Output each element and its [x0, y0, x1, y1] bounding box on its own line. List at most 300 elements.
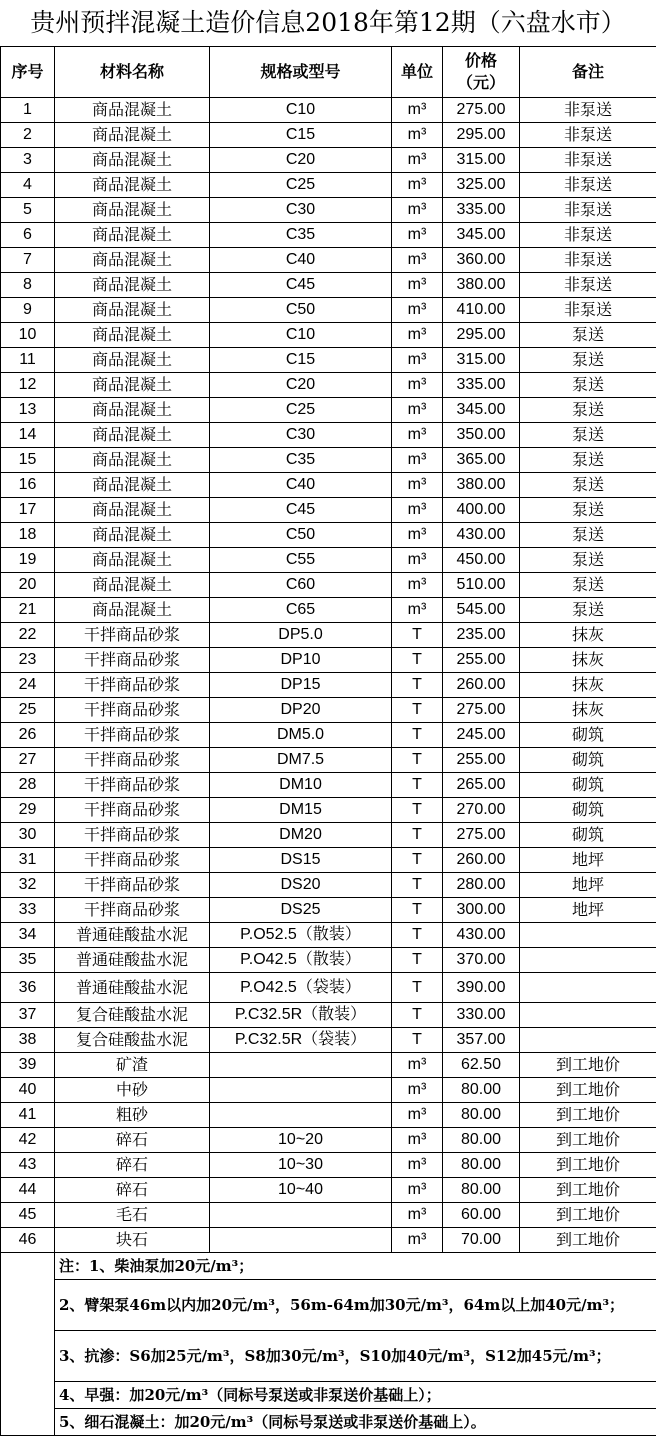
cell-price: 275.00	[443, 698, 520, 723]
cell-name: 普通硅酸盐水泥	[55, 973, 210, 1003]
cell-price: 280.00	[443, 873, 520, 898]
cell-price: 235.00	[443, 623, 520, 648]
cell-no: 12	[1, 373, 55, 398]
cell-spec: C45	[210, 498, 392, 523]
cell-unit: m³	[392, 98, 443, 123]
cell-name: 碎石	[55, 1128, 210, 1153]
table-row	[1, 848, 656, 873]
cell-name: 干拌商品砂浆	[55, 673, 210, 698]
cell-note	[520, 973, 656, 1003]
cell-no: 45	[1, 1203, 55, 1228]
cell-no: 25	[1, 698, 55, 723]
cell-spec: DP15	[210, 673, 392, 698]
cell-name: 干拌商品砂浆	[55, 823, 210, 848]
cell-note: 到工地价	[520, 1153, 656, 1178]
cell-note: 砌筑	[520, 723, 656, 748]
table-row	[1, 873, 656, 898]
cell-name: 干拌商品砂浆	[55, 873, 210, 898]
cell-no: 26	[1, 723, 55, 748]
cell-name: 商品混凝土	[55, 448, 210, 473]
cell-note: 砌筑	[520, 773, 656, 798]
cell-price: 430.00	[443, 923, 520, 948]
cell-note: 非泵送	[520, 223, 656, 248]
cell-price: 260.00	[443, 848, 520, 873]
cell-no: 41	[1, 1103, 55, 1128]
note-text: 注：1、柴油泵加20元/m³；	[55, 1253, 656, 1280]
cell-spec: DS25	[210, 898, 392, 923]
cell-no: 19	[1, 548, 55, 573]
cell-spec	[210, 1078, 392, 1103]
cell-name: 碎石	[55, 1178, 210, 1203]
cell-note: 抹灰	[520, 623, 656, 648]
cell-spec: DP10	[210, 648, 392, 673]
table-row	[1, 823, 656, 848]
cell-spec	[210, 1053, 392, 1078]
cell-name: 普通硅酸盐水泥	[55, 923, 210, 948]
cell-spec: C15	[210, 348, 392, 373]
cell-price: 450.00	[443, 548, 520, 573]
cell-spec: P.C32.5R（袋装）	[210, 1028, 392, 1053]
table-row	[1, 548, 656, 573]
cell-name: 复合硅酸盐水泥	[55, 1028, 210, 1053]
cell-unit: T	[392, 873, 443, 898]
cell-no: 35	[1, 948, 55, 973]
table-row	[1, 598, 656, 623]
cell-unit: T	[392, 673, 443, 698]
cell-spec: C50	[210, 298, 392, 323]
cell-name: 块石	[55, 1228, 210, 1253]
cell-note: 砌筑	[520, 748, 656, 773]
cell-unit: m³	[392, 398, 443, 423]
cell-name: 商品混凝土	[55, 98, 210, 123]
cell-no: 4	[1, 173, 55, 198]
cell-note: 抹灰	[520, 648, 656, 673]
table-row	[1, 198, 656, 223]
cell-spec: C25	[210, 398, 392, 423]
cell-price: 275.00	[443, 823, 520, 848]
table-row	[1, 798, 656, 823]
cell-unit: T	[392, 898, 443, 923]
cell-no: 31	[1, 848, 55, 873]
cell-spec	[210, 1203, 392, 1228]
cell-name: 干拌商品砂浆	[55, 898, 210, 923]
cell-spec: DM10	[210, 773, 392, 798]
cell-unit: m³	[392, 323, 443, 348]
cell-note	[520, 1028, 656, 1053]
cell-note: 地坪	[520, 873, 656, 898]
cell-price: 80.00	[443, 1103, 520, 1128]
cell-price: 410.00	[443, 298, 520, 323]
cell-unit: m³	[392, 1078, 443, 1103]
cell-unit: m³	[392, 123, 443, 148]
cell-name: 商品混凝土	[55, 223, 210, 248]
cell-no: 16	[1, 473, 55, 498]
cell-spec: DM7.5	[210, 748, 392, 773]
table-row	[1, 773, 656, 798]
cell-name: 商品混凝土	[55, 548, 210, 573]
cell-spec: C10	[210, 323, 392, 348]
cell-no: 1	[1, 98, 55, 123]
table-row	[1, 748, 656, 773]
cell-price: 345.00	[443, 223, 520, 248]
cell-name: 毛石	[55, 1203, 210, 1228]
table-row	[1, 223, 656, 248]
table-row	[1, 723, 656, 748]
cell-no: 46	[1, 1228, 55, 1253]
table-row	[1, 1003, 656, 1028]
cell-unit: m³	[392, 198, 443, 223]
cell-name: 粗砂	[55, 1103, 210, 1128]
cell-price: 350.00	[443, 423, 520, 448]
price-table	[0, 46, 656, 1436]
cell-name: 复合硅酸盐水泥	[55, 1003, 210, 1028]
cell-price: 70.00	[443, 1228, 520, 1253]
cell-unit: m³	[392, 473, 443, 498]
cell-price: 80.00	[443, 1078, 520, 1103]
table-row	[1, 273, 656, 298]
cell-price: 345.00	[443, 398, 520, 423]
cell-spec: P.O42.5（散装）	[210, 948, 392, 973]
cell-spec: DM20	[210, 823, 392, 848]
cell-no: 20	[1, 573, 55, 598]
table-row	[1, 398, 656, 423]
cell-name: 干拌商品砂浆	[55, 623, 210, 648]
cell-note: 地坪	[520, 848, 656, 873]
table-row	[1, 573, 656, 598]
table-row	[1, 898, 656, 923]
cell-name: 商品混凝土	[55, 173, 210, 198]
table-row	[1, 673, 656, 698]
cell-name: 干拌商品砂浆	[55, 798, 210, 823]
cell-unit: m³	[392, 573, 443, 598]
cell-no: 13	[1, 398, 55, 423]
cell-no: 6	[1, 223, 55, 248]
cell-name: 商品混凝土	[55, 598, 210, 623]
cell-name: 商品混凝土	[55, 348, 210, 373]
header-unit: 单位	[392, 47, 443, 98]
cell-price: 380.00	[443, 273, 520, 298]
cell-name: 商品混凝土	[55, 498, 210, 523]
cell-unit: m³	[392, 548, 443, 573]
header-price-line1: 价格	[464, 51, 497, 70]
cell-name: 商品混凝土	[55, 298, 210, 323]
cell-price: 255.00	[443, 748, 520, 773]
cell-name: 干拌商品砂浆	[55, 723, 210, 748]
cell-unit: T	[392, 773, 443, 798]
cell-unit: m³	[392, 498, 443, 523]
table-row	[1, 948, 656, 973]
table-row	[1, 1178, 656, 1203]
cell-name: 干拌商品砂浆	[55, 648, 210, 673]
cell-price: 265.00	[443, 773, 520, 798]
cell-note: 泵送	[520, 423, 656, 448]
cell-name: 商品混凝土	[55, 423, 210, 448]
cell-note: 泵送	[520, 323, 656, 348]
cell-price: 400.00	[443, 498, 520, 523]
cell-unit: m³	[392, 598, 443, 623]
table-row	[1, 523, 656, 548]
cell-spec: C45	[210, 273, 392, 298]
header-price	[443, 47, 520, 98]
cell-spec: 10~30	[210, 1153, 392, 1178]
table-row	[1, 623, 656, 648]
cell-unit: m³	[392, 223, 443, 248]
cell-unit: m³	[392, 373, 443, 398]
cell-price: 357.00	[443, 1028, 520, 1053]
cell-unit: T	[392, 648, 443, 673]
cell-no: 15	[1, 448, 55, 473]
cell-note: 非泵送	[520, 148, 656, 173]
cell-unit: m³	[392, 273, 443, 298]
cell-no: 9	[1, 298, 55, 323]
cell-no: 42	[1, 1128, 55, 1153]
table-row	[1, 173, 656, 198]
cell-price: 315.00	[443, 348, 520, 373]
cell-note: 砌筑	[520, 823, 656, 848]
cell-note: 泵送	[520, 473, 656, 498]
cell-spec: C35	[210, 223, 392, 248]
cell-spec: C15	[210, 123, 392, 148]
cell-no: 7	[1, 248, 55, 273]
cell-unit: T	[392, 723, 443, 748]
cell-unit: m³	[392, 1103, 443, 1128]
cell-note	[520, 1003, 656, 1028]
cell-price: 510.00	[443, 573, 520, 598]
cell-name: 干拌商品砂浆	[55, 773, 210, 798]
header-price-line2: （元）	[456, 73, 505, 92]
cell-no: 22	[1, 623, 55, 648]
table-row	[1, 1028, 656, 1053]
note-row	[1, 1253, 656, 1280]
table-row	[1, 1078, 656, 1103]
cell-price: 335.00	[443, 373, 520, 398]
cell-note: 到工地价	[520, 1078, 656, 1103]
table-row	[1, 98, 656, 123]
cell-unit: T	[392, 748, 443, 773]
table-row	[1, 1228, 656, 1253]
cell-price: 390.00	[443, 973, 520, 1003]
header-note: 备注	[520, 47, 656, 98]
cell-unit: m³	[392, 148, 443, 173]
cell-unit: T	[392, 698, 443, 723]
cell-note: 到工地价	[520, 1203, 656, 1228]
cell-spec: C30	[210, 423, 392, 448]
cell-spec	[210, 1228, 392, 1253]
cell-price: 60.00	[443, 1203, 520, 1228]
cell-spec: C40	[210, 248, 392, 273]
cell-note: 非泵送	[520, 248, 656, 273]
cell-spec: C65	[210, 598, 392, 623]
cell-unit: m³	[392, 423, 443, 448]
cell-note: 泵送	[520, 448, 656, 473]
cell-name: 商品混凝土	[55, 523, 210, 548]
cell-no: 40	[1, 1078, 55, 1103]
table-row	[1, 298, 656, 323]
cell-no: 11	[1, 348, 55, 373]
cell-spec: C40	[210, 473, 392, 498]
cell-note: 到工地价	[520, 1178, 656, 1203]
header-name: 材料名称	[55, 47, 210, 98]
table-row	[1, 698, 656, 723]
cell-name: 矿渣	[55, 1053, 210, 1078]
cell-no: 24	[1, 673, 55, 698]
cell-no: 2	[1, 123, 55, 148]
table-row	[1, 973, 656, 1003]
cell-name: 碎石	[55, 1153, 210, 1178]
table-row	[1, 123, 656, 148]
table-row	[1, 423, 656, 448]
cell-name: 普通硅酸盐水泥	[55, 948, 210, 973]
header-spec: 规格或型号	[210, 47, 392, 98]
cell-unit: T	[392, 823, 443, 848]
cell-no: 30	[1, 823, 55, 848]
cell-spec: P.O52.5（散装）	[210, 923, 392, 948]
table-row	[1, 498, 656, 523]
cell-note: 泵送	[520, 498, 656, 523]
cell-spec: DP20	[210, 698, 392, 723]
cell-unit: m³	[392, 1053, 443, 1078]
note-row	[1, 1409, 656, 1436]
cell-unit: m³	[392, 1178, 443, 1203]
cell-no: 17	[1, 498, 55, 523]
cell-no: 44	[1, 1178, 55, 1203]
cell-price: 545.00	[443, 598, 520, 623]
cell-price: 80.00	[443, 1128, 520, 1153]
table-row	[1, 448, 656, 473]
cell-note: 非泵送	[520, 123, 656, 148]
cell-no: 21	[1, 598, 55, 623]
cell-no: 37	[1, 1003, 55, 1028]
note-text: 5、细石混凝土：加20元/m³（同标号泵送或非泵送价基础上）。	[55, 1409, 656, 1436]
table-row	[1, 648, 656, 673]
cell-price: 255.00	[443, 648, 520, 673]
cell-note	[520, 948, 656, 973]
cell-spec: P.O42.5（袋装）	[210, 973, 392, 1003]
cell-no: 14	[1, 423, 55, 448]
cell-no: 3	[1, 148, 55, 173]
cell-price: 80.00	[443, 1178, 520, 1203]
cell-price: 430.00	[443, 523, 520, 548]
cell-name: 商品混凝土	[55, 473, 210, 498]
table-row	[1, 148, 656, 173]
cell-no: 23	[1, 648, 55, 673]
cell-note: 非泵送	[520, 98, 656, 123]
cell-no: 39	[1, 1053, 55, 1078]
cell-spec: C55	[210, 548, 392, 573]
cell-note: 砌筑	[520, 798, 656, 823]
page-title: 贵州预拌混凝土造价信息2018年第12期（六盘水市）	[30, 8, 626, 37]
cell-name: 商品混凝土	[55, 373, 210, 398]
cell-note: 泵送	[520, 373, 656, 398]
notes-spacer	[1, 1253, 55, 1436]
cell-unit: T	[392, 798, 443, 823]
cell-price: 315.00	[443, 148, 520, 173]
cell-no: 36	[1, 973, 55, 1003]
cell-price: 260.00	[443, 673, 520, 698]
cell-price: 62.50	[443, 1053, 520, 1078]
table-row	[1, 373, 656, 398]
cell-note: 非泵送	[520, 298, 656, 323]
cell-spec: 10~20	[210, 1128, 392, 1153]
cell-unit: T	[392, 973, 443, 1003]
cell-note: 泵送	[520, 523, 656, 548]
header-row	[1, 47, 656, 98]
cell-unit: m³	[392, 348, 443, 373]
cell-note: 泵送	[520, 348, 656, 373]
cell-unit: T	[392, 848, 443, 873]
cell-note: 非泵送	[520, 173, 656, 198]
cell-note: 非泵送	[520, 273, 656, 298]
cell-spec: DM15	[210, 798, 392, 823]
cell-unit: m³	[392, 1228, 443, 1253]
table-row	[1, 923, 656, 948]
cell-price: 335.00	[443, 198, 520, 223]
cell-unit: m³	[392, 1153, 443, 1178]
cell-no: 43	[1, 1153, 55, 1178]
cell-note: 泵送	[520, 598, 656, 623]
cell-spec: DP5.0	[210, 623, 392, 648]
cell-note: 泵送	[520, 548, 656, 573]
cell-unit: m³	[392, 1128, 443, 1153]
cell-unit: T	[392, 623, 443, 648]
cell-note: 到工地价	[520, 1128, 656, 1153]
cell-price: 295.00	[443, 123, 520, 148]
cell-name: 商品混凝土	[55, 573, 210, 598]
cell-note: 到工地价	[520, 1053, 656, 1078]
cell-name: 干拌商品砂浆	[55, 748, 210, 773]
note-text: 3、抗渗：S6加25元/m³，S8加30元/m³，S10加40元/m³，S12加45元/m³；	[55, 1331, 656, 1382]
cell-no: 38	[1, 1028, 55, 1053]
cell-price: 275.00	[443, 98, 520, 123]
cell-name: 商品混凝土	[55, 273, 210, 298]
cell-note: 非泵送	[520, 198, 656, 223]
cell-price: 380.00	[443, 473, 520, 498]
cell-price: 270.00	[443, 798, 520, 823]
cell-price: 325.00	[443, 173, 520, 198]
cell-price: 330.00	[443, 1003, 520, 1028]
cell-spec: C20	[210, 148, 392, 173]
cell-price: 245.00	[443, 723, 520, 748]
cell-price: 365.00	[443, 448, 520, 473]
cell-spec: C35	[210, 448, 392, 473]
cell-no: 29	[1, 798, 55, 823]
cell-price: 80.00	[443, 1153, 520, 1178]
cell-spec: C25	[210, 173, 392, 198]
cell-spec: DS20	[210, 873, 392, 898]
cell-name: 商品混凝土	[55, 198, 210, 223]
cell-note: 到工地价	[520, 1228, 656, 1253]
note-text: 4、早强：加20元/m³（同标号泵送或非泵送价基础上）；	[55, 1382, 656, 1409]
cell-unit: m³	[392, 173, 443, 198]
cell-name: 商品混凝土	[55, 398, 210, 423]
header-no: 序号	[1, 47, 55, 98]
cell-price: 295.00	[443, 323, 520, 348]
cell-no: 28	[1, 773, 55, 798]
cell-spec: C30	[210, 198, 392, 223]
cell-unit: m³	[392, 248, 443, 273]
cell-name: 中砂	[55, 1078, 210, 1103]
cell-note	[520, 923, 656, 948]
cell-name: 干拌商品砂浆	[55, 848, 210, 873]
cell-no: 34	[1, 923, 55, 948]
cell-unit: T	[392, 923, 443, 948]
cell-price: 300.00	[443, 898, 520, 923]
note-row	[1, 1331, 656, 1382]
note-text: 2、臂架泵46m以内加20元/m³，56m-64m加30元/m³，64m以上加40元/m³；	[55, 1280, 656, 1331]
cell-note: 泵送	[520, 573, 656, 598]
table-row	[1, 1053, 656, 1078]
cell-name: 商品混凝土	[55, 248, 210, 273]
